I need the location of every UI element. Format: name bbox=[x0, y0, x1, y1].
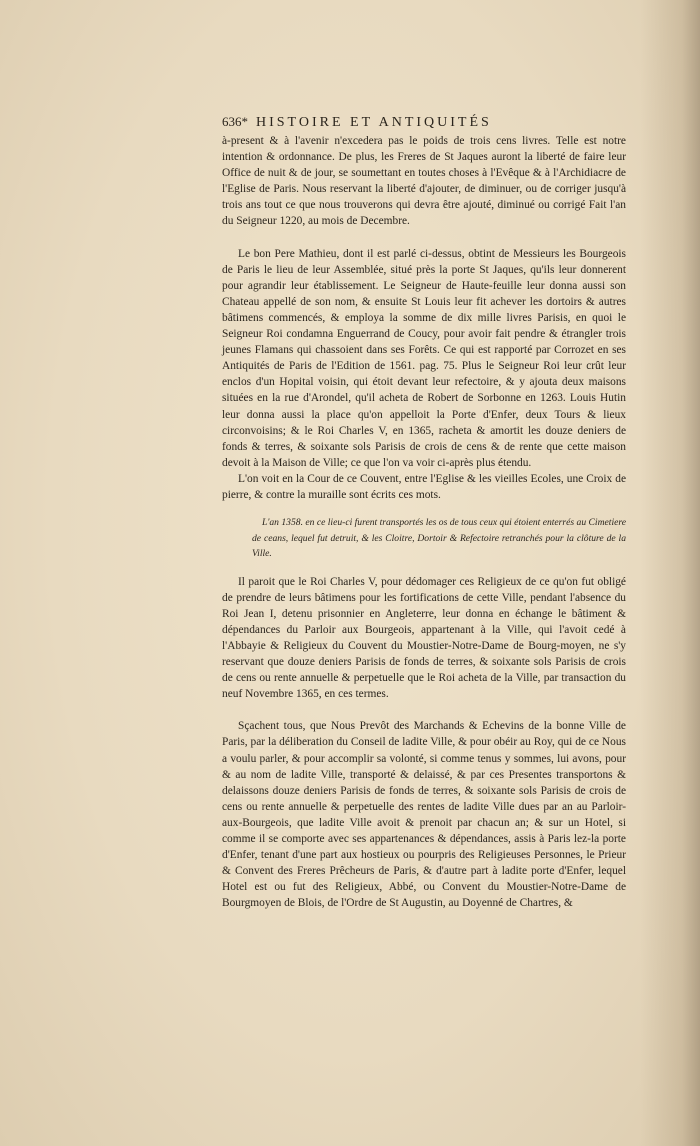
page-number: 636* bbox=[222, 114, 248, 129]
running-title: HISTOIRE ET ANTIQUITÉS bbox=[256, 115, 492, 130]
paragraph-4: Il paroit que le Roi Charles V, pour dédomager ces Religieux de ce qu'on fut obligé de prendre de leurs bâtimens pour les fortifications de cette Ville, pendant l'absence du Roi Jean I, detenu prisonnier en Angleterre, leur donna en échange le bâtiment & dépendances du Parloir aux Bourgeois, appartenant à la Ville, qui l'avoit cedé à l'Abbayie & Religieux du Couvent du Moustier-Notre-Dame de Bourg-moyen, ne s'y reservant que douze deniers Parisis de fonds de terres, & soixante sols Parisis de crois de cens ou rente annuelle & perpetuelle que le Roi acheta de la Ville, par transaction du neuf Novembre 1365, en ces termes. bbox=[222, 575, 626, 701]
page-gutter-shadow bbox=[640, 0, 700, 1146]
text-block bbox=[222, 114, 626, 911]
paragraph-5: Sçachent tous, que Nous Prevôt des Marchands & Echevins de la bonne Ville de Paris, par la déliberation du Conseil de ladite Ville, & pour obéir au Roy, qui de ce Nous a voulu parler, & pour accomplir sa volonté, si comme tenus y sommes, lui avons, pour & au nom de ladite Ville, transporté & delaissé, & par ces Presentes transportons & delaissons douze deniers Parisis de fonds de terres, & soixante sols Parisis de crois de cens ou rente annuelle & perpetuelle des rentes de ladite Ville dues par an au Parloir-aux-Bourgeois, que ladite Ville avoit & prenoit par chacun an; & sur un Hotel, si comme il se comporte avec ses appartenances & dépendances, assis à Paris lez-la porte d'Enfer, tenant d'une part aux hostieux ou pourpris des Religieuses Personnes, le Prieur & Convent des Freres Prêcheurs de Paris, & d'autre part à ladite porte d'Enfer, lequel Hotel est ou fut des Religieux, Abbé, ou Convent du Moustier-Notre-Dame de Bourgmoyen de Blois, de l'Ordre de St Augustin, au Doyenné de Chartres, & bbox=[222, 720, 626, 910]
paragraph-1: à-present & à l'avenir n'excedera pas le poids de trois cens livres. Telle est notre intention & ordonnance. De plus, les Freres de St Jaques auront la liberté de faire leur Office de nuit & de jour, se soumettant en toutes choses à l'Evêque & à l'Archidiacre de l'Eglise de Paris. Nous reservant la liberté d'ajouter, de diminuer, ou de corriger jusqu'à trois ans tout ce que nous trouverons qui devra être ajouté, diminué ou corrigé Fait l'an du Seigneur 1220, au mois de Decembre. bbox=[222, 135, 626, 228]
running-head bbox=[222, 114, 626, 131]
paragraph-2: Le bon Pere Mathieu, dont il est parlé ci-dessus, obtint de Messieurs les Bourgeois de Paris le lieu de leur Assemblée, situé près la porte St Jaques, qu'ils leur donnerent pour agrandir leur établissement. Le Seigneur de Haute-feuille leur donna aussi son Chateau appellé de son nom, & ensuite St Louis leur fit achever les dortoirs & autres bâtimens commencés, & employa la somme de dix mille livres Parisis, en quoi le Seigneur Roi condamna Enguerrand de Coucy, pour avoir fait pendre & étrangler trois jeunes Flamans qui chassoient dans ses Forêts. Ce qui est rapporté par Corrozet en ses Antiquités de Paris de l'Edition de 1561. pag. 75. Plus le Seigneur Roi leur crût leur enclos d'un Hopital voisin, qui étoit devant leur refectoire, & y ajouta deux maisons situées en la rue d'Arondel, qu'il acheta de Robert de Sorbonne en 1263. Louis Hutin leur donna aussi la place qu'on appelloit la Porte d'Enfer, deux Tours & lieux circonvoisins; & le Roi Charles V, en 1365, racheta & amortit les douze deniers de fonds & terres, & soixante sols Parisis de crois de cens & de rente que cette maison devoit à la Maison de Ville; ce que l'on va voir ci-après plus étendu. bbox=[222, 247, 626, 469]
inscription-quote: L'an 1358. en ce lieu-ci furent transportés les os de tous ceux qui étoient enterrés au Cimetiere de ceans, lequel fut detruit, & les Cloitre, Dortoir & Refectoire retranchés pour la clôture de la Ville. bbox=[252, 517, 626, 560]
paragraph-3: L'on voit en la Cour de ce Couvent, entre l'Eglise & les vieilles Ecoles, une Croix de pierre, & contre la muraille sont écrits ces mots. bbox=[222, 472, 626, 501]
